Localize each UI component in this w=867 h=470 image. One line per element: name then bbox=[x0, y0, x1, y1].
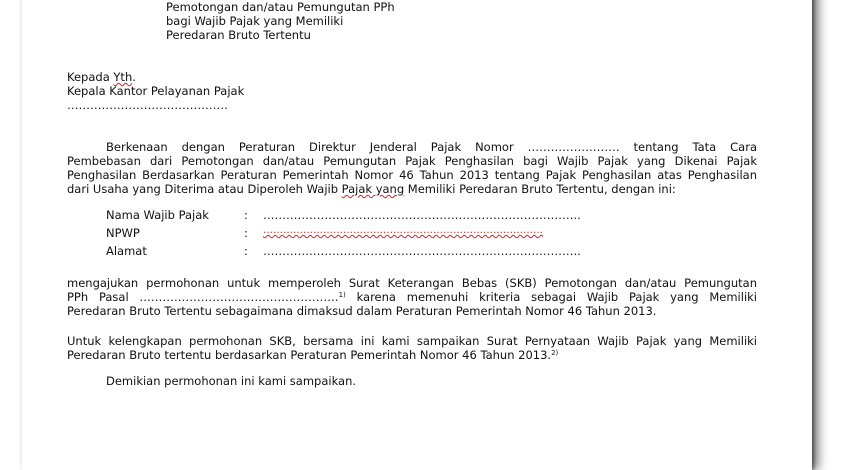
paragraph-2-line-3: Peredaran Bruto Tertentu sebagaimana dimaksud dalam Peraturan Pemerintah Nomor 46 Tahun 2013. bbox=[67, 304, 657, 318]
paragraph-3-line-2-text: Peredaran Bruto tertentu berdasarkan Peraturan Pemerintah Nomor 46 Tahun 2013. bbox=[67, 348, 552, 362]
paragraph-1-line-2: Pembebasan dari Pemotongan dan/atau Pemungutan Pajak Penghasilan bagi Wajib Pajak yang Dikenai Pajak bbox=[67, 154, 757, 168]
recipient-suffix: . bbox=[132, 70, 136, 84]
paragraph-2-line-2-start: PPh Pasal ……………………………………………. bbox=[67, 290, 339, 304]
paragraph-3-line-1: Untuk kelengkapan permohonan SKB, bersama ini kami sampaikan Surat Pernyataan Wajib Pajak yang Memiliki bbox=[67, 334, 757, 348]
paragraph-3-line-2 bbox=[67, 348, 558, 362]
subject-line-3: Peredaran Bruto Tertentu bbox=[166, 28, 311, 42]
recipient-prefix: Kepada bbox=[67, 70, 114, 84]
paragraph-2-line-2 bbox=[67, 290, 757, 304]
field-label-name: Nama Wajib Pajak bbox=[106, 208, 209, 222]
recipient-line-1 bbox=[67, 70, 136, 84]
field-label-npwp: NPWP bbox=[106, 226, 140, 240]
subject-line-1: Pemotongan dan/atau Pemungutan PPh bbox=[166, 0, 395, 14]
footnote-ref-2: 2) bbox=[551, 349, 559, 357]
field-label-address: Alamat bbox=[106, 244, 147, 258]
field-value-npwp: ………………………………………………………………………… bbox=[263, 225, 543, 236]
field-value-address: ……………………………………………………………………….. bbox=[263, 244, 581, 258]
paragraph-1-line-1: Berkenaan dengan Peraturan Direktur Jenderal Pajak Nomor …………………… tentang Tata Cara bbox=[106, 140, 757, 154]
paragraph-2-line-2-end: karena memenuhi kriteria sebagai Wajib Pajak yang Memiliki bbox=[345, 290, 757, 304]
subject-line-2: bagi Wajib Pajak yang Memiliki bbox=[166, 14, 344, 28]
paragraph-1-line-3: Penghasilan Berdasarkan Peraturan Pemerintah Nomor 46 Tahun 2013 tentang Pajak Penghasilan atas Penghasilan bbox=[67, 168, 757, 182]
spellcheck-flagged-word: Yth bbox=[113, 70, 133, 84]
recipient-line-2: Kepala Kantor Pelayanan Pajak bbox=[67, 84, 245, 98]
paragraph-1-line-4 bbox=[67, 182, 676, 196]
footnote-ref-1: 1) bbox=[338, 291, 346, 299]
closing-sentence: Demikian permohonan ini kami sampaikan. bbox=[106, 374, 357, 388]
paragraph-2-line-1: mengajukan permohonan untuk memperoleh Surat Keterangan Bebas (SKB) Pemotongan dan/atau Pemungutan bbox=[67, 276, 757, 290]
paragraph-1-line-4-start: dari Usaha yang Diterima atau Diperoleh Wajib bbox=[67, 182, 342, 196]
field-value-name: ……………………………………………………………………….. bbox=[263, 208, 581, 222]
document-page bbox=[22, 0, 812, 470]
field-colon-npwp: : bbox=[244, 226, 248, 240]
field-colon-name: : bbox=[244, 208, 248, 222]
field-colon-address: : bbox=[244, 244, 248, 258]
paragraph-1-line-4-end: Memiliki Peredaran Bruto Tertentu, dengan ini: bbox=[404, 182, 676, 196]
recipient-line-3: …………………………………… bbox=[67, 98, 228, 112]
spellcheck-flagged-phrase: Pajak yang bbox=[341, 182, 405, 196]
